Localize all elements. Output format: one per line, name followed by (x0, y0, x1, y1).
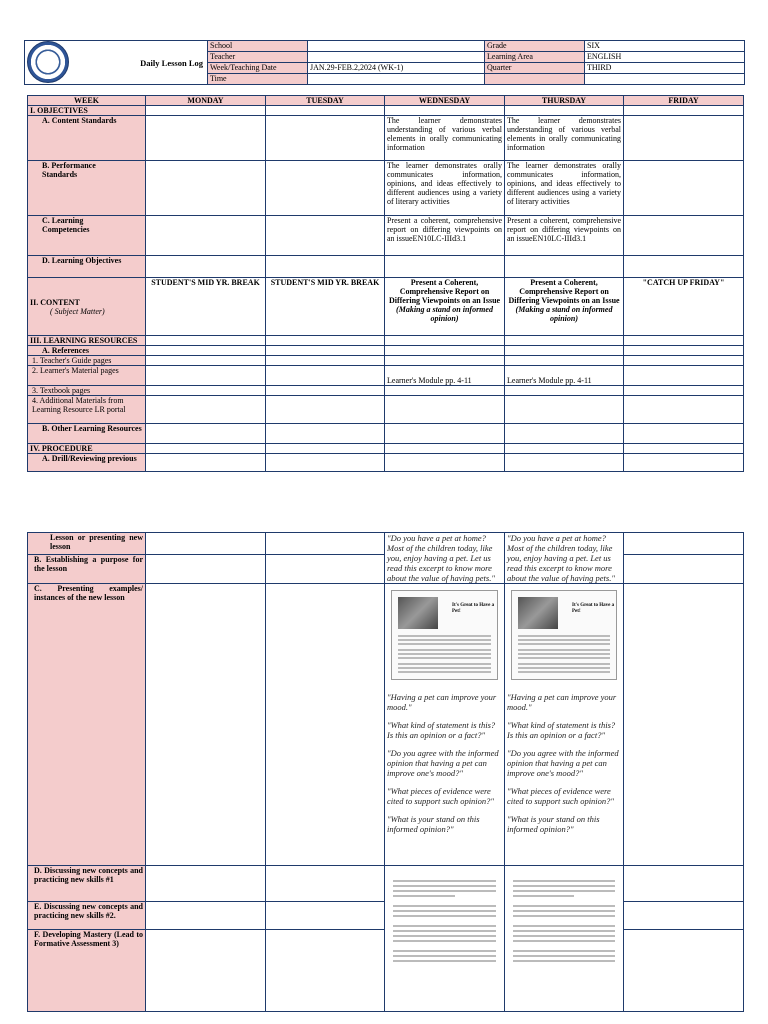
col-monday: MONDAY (146, 96, 266, 106)
content-standards-thu: The learner demonstrates understanding of various verbal elements in orally communicating information (505, 116, 624, 161)
evidence-question-wed: "What pieces of evidence were cited to support such opinion?" (387, 786, 494, 806)
agree-question-thu: "Do you agree with the informed opinion that having a pet can improve one's mood?" (507, 748, 619, 778)
teacher-value (308, 52, 485, 63)
col-wednesday: WEDNESDAY (385, 96, 505, 106)
performance-standards-thu: The learner demonstrates orally communicates information, opinions, and ideas effectively to different audiences using a variety of literary activities (505, 161, 624, 216)
discussing-concepts-1-label: D. Discussing new concepts and practicing new skills #1 (28, 866, 146, 902)
content-topic-sub-thu: (Making a stand on informed opinion) (515, 305, 613, 323)
intro-quote-wed: "Do you have a pet at home? Most of the children today, like you, enjoy having a pet. Let us read this excerpt to know more about the value of having pets." (385, 533, 505, 584)
child-pet-photo (398, 597, 438, 629)
content-topic-thu: Present a Coherent, Comprehensive Report on Differing Viewpoints on an Issue (508, 278, 620, 305)
content-subheading: ( Subject Matter) (50, 306, 105, 316)
statement-question-thu: "What kind of statement is this? Is this an opinion or a fact?" (507, 720, 616, 740)
performance-standards-wed: The learner demonstrates orally communicates information, opinions, and ideas effectively to different audiences using a variety of literary activities (385, 161, 505, 216)
content-standards-wed: The learner demonstrates understanding of various verbal elements in orally communicating information (385, 116, 505, 161)
module-excerpt-image-wed (391, 590, 498, 680)
informed-opinion-text-wed (393, 880, 496, 962)
informed-opinion-text-thu (513, 880, 615, 962)
school-value (308, 41, 485, 52)
content-friday: "CATCH UP FRIDAY" (624, 278, 744, 336)
resources-heading: III. LEARNING RESOURCES (28, 336, 146, 346)
textbook-pages-label: 3. Textbook pages (28, 386, 146, 396)
content-standards-label: A. Content Standards (28, 116, 146, 161)
learning-objectives-label: D. Learning Objectives (28, 256, 146, 278)
mood-statement-wed: "Having a pet can improve your mood." (387, 692, 497, 712)
learning-area-label: Learning Area (485, 52, 585, 63)
teachers-guide-label: 1. Teacher's Guide pages (28, 356, 146, 366)
stand-question-thu: "What is your stand on this informed opinion?" (507, 814, 600, 834)
additional-materials-label: 4. Additional Materials from Learning Resource LR portal (28, 396, 146, 424)
other-resources-label: B. Other Learning Resources (28, 424, 146, 444)
establishing-purpose-label: B. Establishing a purpose for the lesson (28, 555, 146, 584)
drill-review-label: A. Drill/Reviewing previous (28, 454, 146, 472)
mood-statement-thu: "Having a pet can improve your mood." (507, 692, 617, 712)
presenting-examples-label: C. Presenting examples/ instances of the new lesson (28, 584, 146, 866)
competencies-thu: Present a coherent, comprehensive report on differing viewpoints on an issueEN10LC-IIId3.1 (505, 216, 624, 256)
agree-question-wed: "Do you agree with the informed opinion that having a pet can improve one's mood?" (387, 748, 499, 778)
content-heading: II. CONTENT (30, 297, 80, 307)
child-pet-photo (518, 597, 558, 629)
time-label: Time (208, 74, 308, 85)
content-topic-sub-wed: (Making a stand on informed opinion) (396, 305, 493, 323)
time-value (308, 74, 485, 85)
objectives-heading: I. OBJECTIVES (28, 106, 146, 116)
module-excerpt-image-thu (511, 590, 617, 680)
content-tuesday: STUDENT'S MID YR. BREAK (266, 278, 385, 336)
drill-review-label-cont: Lesson or presenting new lesson (28, 533, 146, 555)
week-value: JAN.29-FEB.2,2024 (WK-1) (308, 63, 485, 74)
content-monday: STUDENT'S MID YR. BREAK (146, 278, 266, 336)
grade-value: SIX (585, 41, 745, 52)
learners-material-wed: Learner's Module pp. 4-11 (385, 366, 505, 386)
developing-mastery-label: F. Developing Mastery (Lead to Formative Assessment 3) (28, 930, 146, 1012)
col-week: WEEK (28, 96, 146, 106)
col-thursday: THURSDAY (505, 96, 624, 106)
col-friday: FRIDAY (624, 96, 744, 106)
excerpt-title: It's Great to Have a Pet! (452, 603, 495, 614)
col-tuesday: TUESDAY (266, 96, 385, 106)
school-label: School (208, 41, 308, 52)
deped-seal-logo (27, 41, 69, 83)
competencies-label: C. Learning Competencies (28, 216, 146, 256)
procedure-heading: IV. PROCEDURE (28, 444, 146, 454)
grade-label: Grade (485, 41, 585, 52)
quarter-value: THIRD (585, 63, 745, 74)
performance-standards-label: B. Performance Standards (28, 161, 146, 216)
stand-question-wed: "What is your stand on this informed opinion?" (387, 814, 480, 834)
statement-question-wed: "What kind of statement is this? Is this an opinion or a fact?" (387, 720, 496, 740)
log-title: Daily Lesson Log (140, 58, 203, 68)
intro-quote-thu: "Do you have a pet at home? Most of the children today, like you, enjoy having a pet. Let us read this excerpt to know more about the value of having pets." (505, 533, 624, 584)
content-topic-wed: Present a Coherent, Comprehensive Report on Differing Viewpoints on an Issue (388, 278, 501, 305)
quarter-label: Quarter (485, 63, 585, 74)
learners-material-thu: Learner's Module pp. 4-11 (505, 366, 624, 386)
week-label: Week/Teaching Date (208, 63, 308, 74)
learning-area-value: ENGLISH (585, 52, 745, 63)
excerpt-title: It's Great to Have a Pet! (572, 603, 615, 614)
learners-material-label: 2. Learner's Material pages (28, 366, 146, 386)
competencies-wed: Present a coherent, comprehensive report on differing viewpoints on an issueEN10LC-IIId3.1 (385, 216, 505, 256)
evidence-question-thu: "What pieces of evidence were cited to support such opinion?" (507, 786, 614, 806)
discussing-concepts-2-label: E. Discussing new concepts and practicing new skills #2. (28, 902, 146, 930)
teacher-label: Teacher (208, 52, 308, 63)
references-label: A. References (28, 346, 146, 356)
